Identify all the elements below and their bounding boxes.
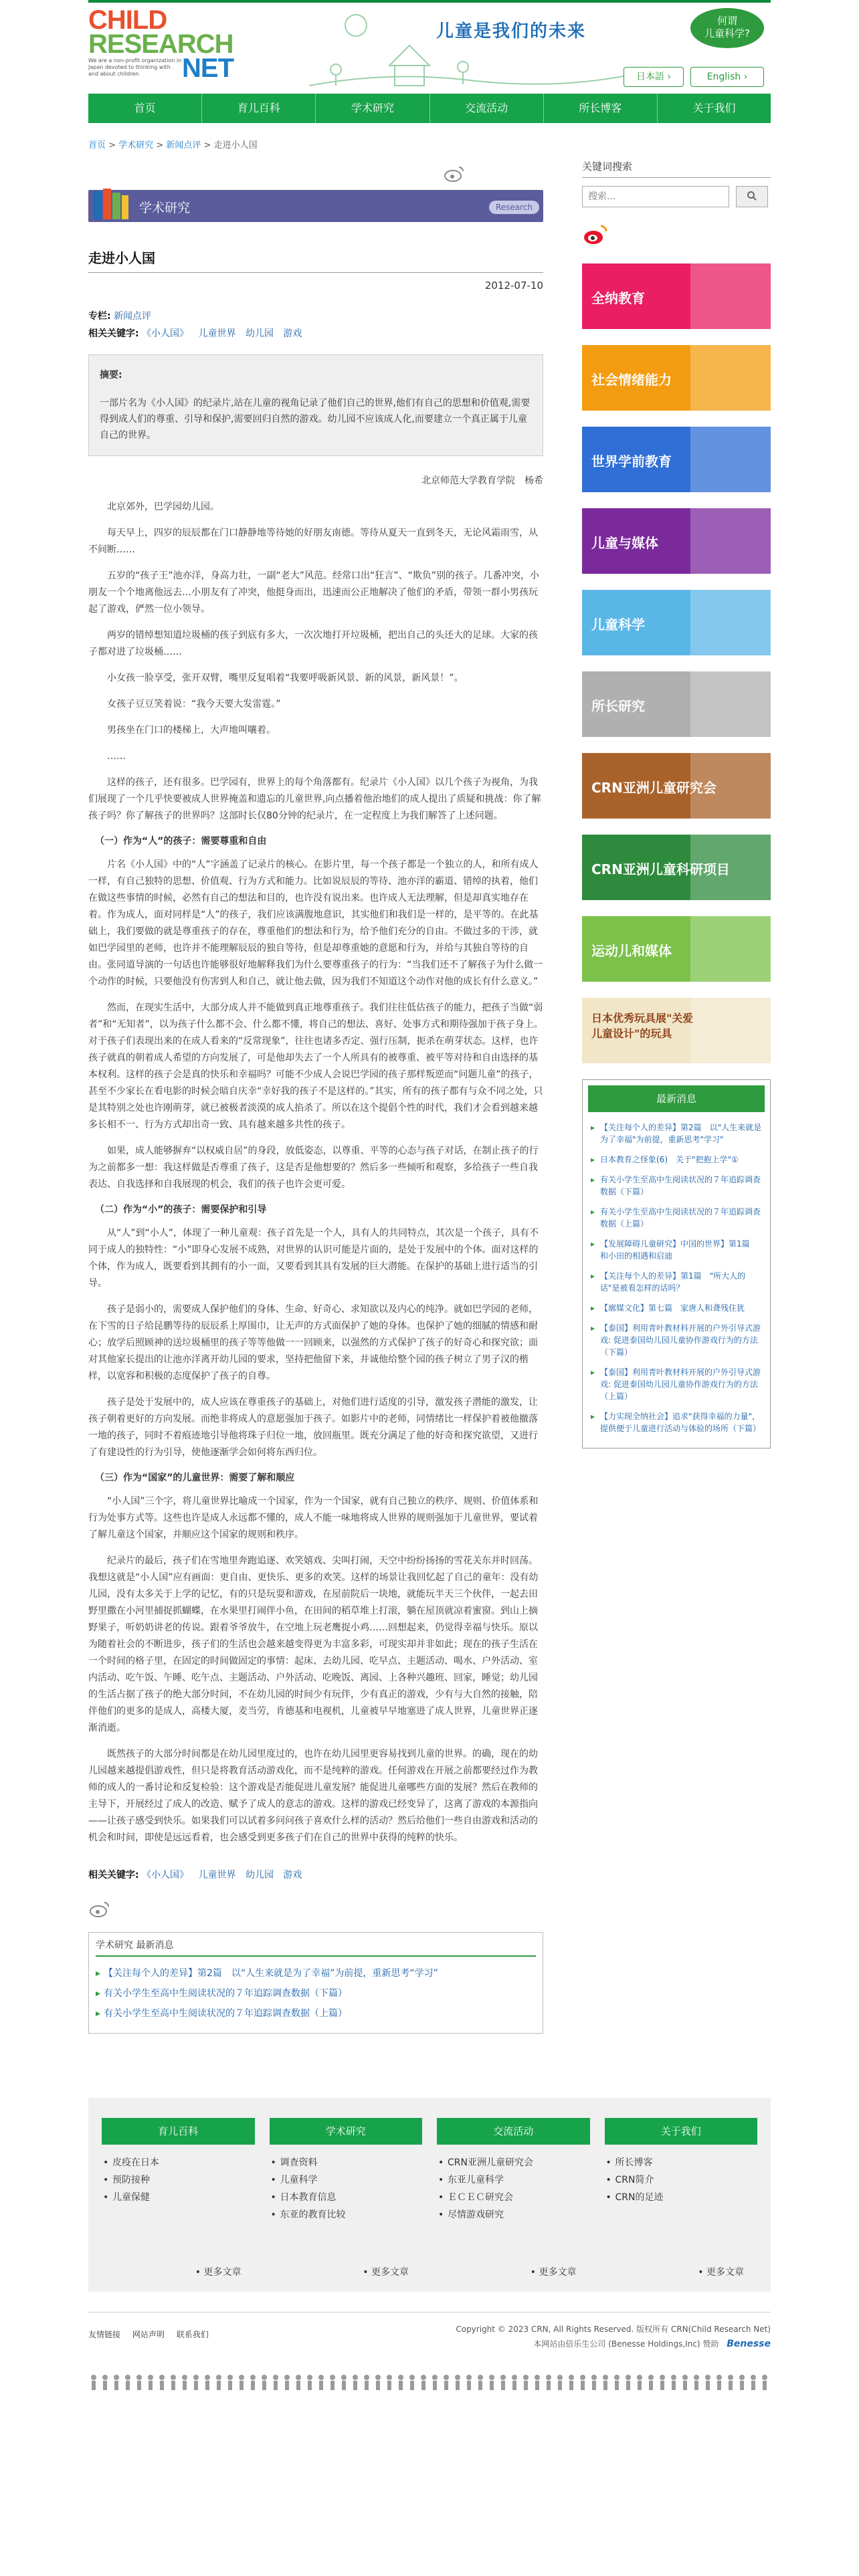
- abstract-title: 摘要:: [100, 370, 122, 381]
- child-figure-body: [490, 2381, 494, 2390]
- feature-card-image: [690, 916, 771, 982]
- breadcrumb-current: 走进小人国: [213, 140, 258, 150]
- paragraph: 小女孩一脸享受，张开双臂，嘴里反复唱着“我要呼吸新风景、新的风景，新风景！”。: [107, 673, 464, 683]
- more-articles-link[interactable]: • 更多文章: [437, 2265, 590, 2278]
- child-figure-head: [148, 2375, 153, 2380]
- feature-card-image: [690, 998, 771, 1063]
- child-figure-body: [467, 2381, 471, 2390]
- section-heading: （一）作为“人”的孩子：需要尊重和自由: [95, 836, 267, 847]
- child-figure-head: [182, 2375, 187, 2380]
- nav-item-research[interactable]: 学术研究: [316, 94, 430, 123]
- feature-card-label: 世界学前教育: [591, 453, 672, 469]
- breadcrumb: 首页 > 学术研究 > 新闻点评 > 走进小人国: [88, 140, 258, 150]
- sidebar: [582, 159, 771, 2034]
- child-figure-head: [284, 2375, 290, 2380]
- feature-card[interactable]: [582, 263, 771, 329]
- latest-item[interactable]: ▸ 【关注每个人的差异】第2篇 以“人生来就是为了幸福”为前提，重新思考“学习”: [96, 1963, 536, 1983]
- child-figure-head: [569, 2375, 574, 2380]
- feature-card[interactable]: [582, 508, 771, 574]
- feature-card-label: CRN亚洲儿童研究会: [591, 780, 717, 796]
- child-figure-head: [216, 2375, 221, 2380]
- child-figure-body: [217, 2381, 221, 2390]
- banner-title: 学术研究: [139, 201, 191, 215]
- feature-card-image: [690, 753, 771, 819]
- news-item[interactable]: ▸ 【泰国】利用青叶教材科开展的户外引导式游戏: 促进泰国幼儿园儿童协作游戏行为的方法（上篇）: [583, 1362, 770, 1406]
- footer-link[interactable]: • 日本教育信息: [270, 2189, 423, 2206]
- news-item[interactable]: ▸ 有关小学生至高中生阅读状况的７年追踪调查数据（下篇）: [583, 1170, 770, 1202]
- breadcrumb-research[interactable]: 学术研究: [118, 140, 154, 150]
- footer-link[interactable]: • 调查资料: [270, 2154, 423, 2171]
- paragraph: ……: [107, 751, 126, 762]
- child-figure-head: [671, 2375, 676, 2380]
- paragraph: 五岁的“孩子王”池亦洋，身高力壮，一副“老大”风范。经常口出“狂言”、“欺负”别的孩子。几番冲突，小朋友一个个地离他远去…小朋友有了冲突，他挺身而出，迅速而公正地解决了他们的矛盾，带领一群小男孩玩起了游戏，俨然一位小领导。: [88, 570, 540, 615]
- news-item[interactable]: ▸ 【力实现全纳社会】追求"获得幸福的力量"，提供便于儿童进行活动与体验的场所（下篇）: [583, 1406, 770, 1438]
- abstract-text: 一部片名为《小人国》的纪录片,站在儿童的视角记录了他们自己的世界,他们有自己的思想和价值观,需要得到成人们的尊重、引导和保护,需要回归自然的游戏。幼儿园不应该成人化,而要建立一个真正属于儿童自己的世界。: [100, 398, 531, 441]
- feature-card[interactable]: [582, 835, 771, 900]
- child-figure-body: [274, 2381, 278, 2390]
- child-figure-body: [615, 2381, 619, 2390]
- weibo-share-icon[interactable]: [88, 1900, 111, 1919]
- child-figure-head: [205, 2375, 210, 2380]
- feature-card[interactable]: [582, 753, 771, 819]
- copyright: Copyright © 2023 CRN, All Rights Reserved. 版权所有 CRN(Child Research Net): [456, 2325, 771, 2334]
- tag-link[interactable]: 幼儿园: [245, 328, 274, 339]
- sponsor-text: 本网站由倍乐生公司 (Benesse Holdings,Inc) 赞助: [533, 2339, 719, 2349]
- nav-item-about[interactable]: 关于我们: [692, 102, 736, 114]
- footer-col-about: [605, 2118, 758, 2278]
- footer-link[interactable]: • CRN的足迹: [605, 2189, 758, 2206]
- child-figure-head: [682, 2375, 688, 2380]
- child-figure-body: [92, 2381, 96, 2390]
- child-figure-head: [114, 2375, 119, 2380]
- feature-card[interactable]: [582, 427, 771, 492]
- feature-card-label: 全纳教育: [591, 290, 645, 306]
- feature-card-image: [690, 835, 771, 900]
- feature-card[interactable]: [582, 590, 771, 655]
- child-figure-head: [330, 2375, 335, 2380]
- child-figure-body: [729, 2381, 733, 2390]
- footer-link[interactable]: • 儿童科学: [270, 2171, 423, 2189]
- paragraph: 男孩坐在门口的楼梯上，大声地叫嚷着。: [107, 725, 276, 736]
- child-figure-head: [102, 2375, 108, 2380]
- child-figure-head: [660, 2375, 665, 2380]
- publish-date: 2012-07-10: [484, 280, 543, 292]
- child-figure-head: [523, 2375, 529, 2380]
- child-figure-body: [399, 2381, 403, 2390]
- child-figure-body: [524, 2381, 528, 2390]
- feature-card[interactable]: [582, 671, 771, 737]
- footer-columns: [88, 2098, 771, 2292]
- section-heading: （二）作为“小”的孩子：需要保护和引导: [95, 1204, 267, 1215]
- footer-col-title[interactable]: 育儿百科: [102, 2118, 255, 2145]
- feature-card-image: [690, 345, 771, 411]
- child-figure-body: [444, 2381, 448, 2390]
- latest-news-box: [582, 1079, 771, 1448]
- child-figure-head: [751, 2375, 756, 2380]
- paragraph: 这样的孩子，还有很多。巴学园有，世界上的每个角落都有。纪录片《小人国》以几个孩子为视角，为我们展现了一个几乎快要被成人世界掩盖和遗忘的儿童世界,向点播着他治地们的成人提出了质疑和挑战：你了解孩子吗？你了解孩子的世界吗？这部时长仅80分钟的纪录片，在一定程度上为我们解答了上述问题。: [88, 777, 541, 821]
- child-figure-body: [581, 2381, 585, 2390]
- breadcrumb-home[interactable]: 首页: [88, 140, 106, 150]
- nav-item-home[interactable]: 首页: [88, 94, 202, 123]
- child-figure-head: [478, 2375, 483, 2380]
- tag-link[interactable]: 《小人国》: [142, 328, 189, 339]
- child-figure-head: [159, 2375, 165, 2380]
- footer-link[interactable]: • 预防接种: [102, 2171, 255, 2189]
- main-nav: [88, 94, 771, 123]
- footer-links: [88, 2329, 218, 2340]
- child-figure-body: [319, 2381, 323, 2390]
- child-figure-body: [672, 2381, 676, 2390]
- keyword-search-title: 关键词搜索: [582, 159, 771, 178]
- child-figure-head: [193, 2375, 199, 2380]
- child-figure-body: [433, 2381, 437, 2390]
- child-figure-head: [262, 2375, 267, 2380]
- feature-card-image: [690, 590, 771, 655]
- footer-link[interactable]: • 儿童保健: [102, 2189, 255, 2206]
- what-is-child-science-bubble[interactable]: 何谓 儿童科学?: [690, 8, 764, 48]
- more-articles-link[interactable]: • 更多文章: [270, 2265, 423, 2278]
- news-item[interactable]: ▸ 有关小学生至高中生阅读状况的７年追踪调查数据（上篇）: [583, 1202, 770, 1234]
- child-figure-body: [603, 2381, 607, 2390]
- banner-en: Research: [489, 201, 539, 214]
- tag-link[interactable]: 游戏: [283, 1870, 302, 1881]
- article-column: [88, 159, 543, 2034]
- child-figure-body: [342, 2381, 346, 2390]
- feature-card-label: 所长研究: [591, 698, 645, 714]
- logo-line2: RESEARCH: [88, 29, 233, 59]
- paragraph: 如果，成人能够摒弃“以权威自居”的身段，放低姿态，以尊重、平等的心态与孩子对话，在制止孩子的行为之前都多一想：我这样做是否尊重了孩子，这是否是他想要的？然后多一些倾听和观察，多给孩子一些自我表达、自我选择和自我展现的机会，我们的孩子也许会更可爱。: [88, 1146, 539, 1190]
- child-figure-head: [227, 2375, 233, 2380]
- feature-card-image: [690, 427, 771, 492]
- child-figure-body: [376, 2381, 380, 2390]
- article-meta: [88, 308, 543, 342]
- feature-card[interactable]: [582, 345, 771, 411]
- child-figure-head: [239, 2375, 244, 2380]
- child-figure-head: [250, 2375, 256, 2380]
- child-figure-head: [603, 2375, 608, 2380]
- child-figure-body: [535, 2381, 539, 2390]
- footer-link[interactable]: • 东亚儿童科学: [437, 2171, 590, 2189]
- child-figure-body: [706, 2381, 710, 2390]
- news-item[interactable]: ▸ 【发展障碍儿童研究】中国的世界】第1篇 和小田的相遇和启迪: [583, 1234, 770, 1266]
- child-figure-body: [353, 2381, 357, 2390]
- child-figure-body: [512, 2381, 516, 2390]
- search-icon: [747, 191, 757, 201]
- child-figure-body: [330, 2381, 335, 2390]
- child-figure-head: [614, 2375, 619, 2380]
- child-figure-head: [739, 2375, 745, 2380]
- news-item[interactable]: ▸ 【关注每个人的差异】第2篇 以"人生来就是为了幸福"为前提，重新思考"学习": [583, 1117, 770, 1150]
- child-figure-head: [444, 2375, 449, 2380]
- footer-col-title[interactable]: 交流活动: [437, 2118, 590, 2145]
- child-figure-body: [660, 2381, 664, 2390]
- crn-logo[interactable]: [88, 5, 249, 88]
- feature-card[interactable]: [582, 998, 771, 1063]
- more-articles-link[interactable]: • 更多文章: [102, 2265, 255, 2278]
- share-bar: [88, 159, 543, 190]
- child-figure-head: [421, 2375, 426, 2380]
- latest-item[interactable]: ▸ 有关小学生至高中生阅读状况的７年追踪调查数据（下篇）: [96, 1983, 536, 2004]
- logo-tagline: We are a non-profit organization in Japan devoted to thinking with and about children: [88, 58, 182, 77]
- section-heading: （三）作为“国家”的儿童世界：需要了解和顺应: [95, 1473, 295, 1483]
- child-figure-body: [365, 2381, 369, 2390]
- child-figure-body: [421, 2381, 425, 2390]
- child-figure-head: [694, 2375, 699, 2380]
- feature-card-label: CRN亚洲儿童科研项目: [591, 861, 730, 877]
- child-figure-head: [432, 2375, 438, 2380]
- child-figure-head: [557, 2375, 563, 2380]
- latest-title: 学术研究 最新消息: [96, 1938, 536, 1957]
- child-figure-body: [285, 2381, 289, 2390]
- child-figure-body: [228, 2381, 232, 2390]
- child-figure-body: [592, 2381, 596, 2390]
- child-figure-body: [626, 2381, 630, 2390]
- news-item[interactable]: ▸ 【泰国】利用青叶教材科开展的户外引导式游戏: 促进泰国幼儿园儿童协作游戏行为的方法（下篇）: [583, 1318, 770, 1362]
- related-label: 相关关键字:: [88, 1870, 139, 1881]
- search-form: [582, 186, 771, 207]
- section-banner: [88, 190, 543, 222]
- feature-cards: [582, 263, 771, 1063]
- paragraph: 每天早上，四岁的辰辰都在门口静静地等待她的好朋友南德。等待从夏天一直到冬天，无论风霜雨雪，从不间断……: [88, 528, 538, 555]
- paragraph: 北京郊外，巴学园幼儿园。: [107, 502, 219, 512]
- child-figure-head: [580, 2375, 585, 2380]
- child-figure-head: [341, 2375, 347, 2380]
- child-figure-body: [694, 2381, 698, 2390]
- child-figure-head: [409, 2375, 415, 2380]
- site-header: [88, 0, 771, 94]
- child-figure-body: [763, 2381, 767, 2390]
- page-title: 走进小人国: [88, 235, 543, 273]
- child-figure-head: [648, 2375, 654, 2380]
- child-figure-head: [353, 2375, 358, 2380]
- column-link[interactable]: 新闻点评: [114, 311, 152, 322]
- child-figure-head: [705, 2375, 710, 2380]
- copyright-block: [456, 2322, 771, 2351]
- child-figure-body: [456, 2381, 460, 2390]
- feature-card-image: [690, 671, 771, 737]
- paragraph: “小人国”三个字，将儿童世界比喻成一个国家，作为一个国家，就有自己独立的秩序、规则、价值体系和行为处事方式等。这些也许是成人永远都不懂的，成人不能一味地将成人世界的规则强加于儿童世界，要试着了解儿童这个国家，并顺应这个国家的规则和秩序。: [88, 1496, 539, 1540]
- paragraph: 纪录片的最后，孩子们在雪地里奔跑追逐、欢笑嬉戏、尖叫打闹，天空中纷纷扬扬的雪花关东并时回荡。我想这就是“小人国”应有画面：更自由、更快乐、更多的欢笑。这样的场景让我回忆起了自己的童年：没有幼儿园，没有太多关于上学的记忆，有的只是玩耍和游戏，在屋前院后一块地，就能玩半天三个伙伴，一起去田野里撒在小河里捕捉抓蝴蝶，在水果里打闹伴小鱼，在田间的稻草堆上打滚，躺在屋顶就凉着蜜窗。到山上摘野果子，听奶奶讲老的传说。跟着爷爷放牛，在空地上玩老鹰捉小鸡……回想起来，仍觉得幸福与快乐。原以为随着社会的不断进步，孩子们的生活也会越来越变得更为丰富多彩，可现实却并非如此；现在的孩子生活在一个时间的格子里，在固定的时间做固定的事情：起床、去幼儿园、吃早点、主题活动、喝水、户外活动、室内活动、吃午饭、午睡、吃午点、主题活动、户外活动、吃晚饭、离园、上各种兴趣班、回家，睡觉；幼儿园的生活占据了孩子的绝大部分时间，不在幼儿园的时间少有玩伴，少有真正的游戏，少有与大自然的接触，陪伴他们的更多的是成人，高楼大厦，麦当劳，肯德基和电视机，儿童被早早地塞进了成人世界，儿童世界正逐渐消逝。: [88, 1555, 539, 1733]
- child-figure-body: [205, 2381, 209, 2390]
- child-figure-head: [455, 2375, 460, 2380]
- children-silhouette-strip: [88, 2368, 771, 2395]
- column-label: 专栏:: [88, 311, 111, 322]
- header-slogan: 儿童是我们的未来: [436, 21, 587, 41]
- site-statement[interactable]: 网站声明: [132, 2330, 165, 2339]
- child-figure-body: [501, 2381, 505, 2390]
- footer-col-title[interactable]: 学术研究: [270, 2118, 423, 2145]
- nav-item-parenting[interactable]: 育儿百科: [202, 94, 316, 123]
- child-figure-head: [717, 2375, 722, 2380]
- child-figure-head: [512, 2375, 517, 2380]
- child-figure-head: [466, 2375, 472, 2380]
- child-figure-head: [500, 2375, 506, 2380]
- breadcrumb-news-review[interactable]: 新闻点评: [166, 140, 201, 150]
- child-figure-body: [126, 2381, 130, 2390]
- contact-us[interactable]: 联系我们: [176, 2330, 209, 2339]
- child-figure-head: [398, 2375, 403, 2380]
- more-articles-link[interactable]: • 更多文章: [605, 2265, 758, 2278]
- search-button[interactable]: [736, 186, 768, 207]
- footer-link[interactable]: • 尽情游戏研究: [437, 2206, 590, 2224]
- child-figure-body: [410, 2381, 414, 2390]
- feature-card-label: 日本优秀玩具展"关爱儿童设计"的玩具: [591, 1012, 694, 1040]
- nav-item-exchange[interactable]: 交流活动: [430, 94, 544, 123]
- feature-card[interactable]: [582, 916, 771, 982]
- footer-col-title[interactable]: 关于我们: [605, 2118, 758, 2145]
- child-figure-head: [591, 2375, 597, 2380]
- article-body: [88, 499, 543, 1846]
- weibo-icon[interactable]: [582, 223, 609, 246]
- paragraph: 孩子是处于发展中的，成人应该在尊重孩子的基础上，对他们进行适度的引导，激发孩子潜能的激发，让孩子朝着更好的方向发展。而绝非将成人的意愿强加于孩子。如影片中的老师，同情绪比一样保护着被他撤落一地的孩子，同时不着痕迹地引导他将珠子归位一地，放回瓶里。既充分满足了他的好奇和探究欲望，又进行了有建设性的行为引导，使他逐渐学会如何将东西归位。: [88, 1397, 538, 1458]
- footer-link[interactable]: • ＥＣＥＣ研究会: [437, 2189, 590, 2206]
- child-figure-head: [489, 2375, 494, 2380]
- latest-item[interactable]: ▸ 有关小学生至高中生阅读状况的７年追踪调查数据（上篇）: [96, 2004, 536, 2024]
- child-figure-body: [137, 2381, 141, 2390]
- child-figure-body: [114, 2381, 118, 2390]
- child-figure-body: [717, 2381, 721, 2390]
- footer-link[interactable]: • 所长博客: [605, 2154, 758, 2171]
- child-figure-body: [547, 2381, 551, 2390]
- child-figure-body: [387, 2381, 391, 2390]
- child-figure-body: [149, 2381, 153, 2390]
- paragraph: 从“人”到“小人”，体现了一种儿童观：孩子首先是一个人，具有人的共同特点，其次是一个孩子，具有不同于成人的独特性：“小”即身心发展不成熟，对世界的认识可能是片面的，是处于发展中的个体。面对这样的个体，作为成人，既要看到其拥有的小一面，又要看到其具有发展的巨大潜能。在保护的基础上进行适当的引导。: [88, 1228, 539, 1289]
- child-figure-head: [136, 2375, 142, 2380]
- japanese-site-button[interactable]: 日本語 ›: [624, 67, 684, 87]
- search-input[interactable]: [582, 186, 729, 207]
- child-figure-body: [683, 2381, 687, 2390]
- child-figure-head: [728, 2375, 733, 2380]
- child-figure-body: [296, 2381, 300, 2390]
- feature-card-label: 运动儿和媒体: [591, 943, 672, 959]
- news-item[interactable]: ▸ 【关注每个人的差异】第1篇 "所大人的话"是被看怎样的话吗？: [583, 1266, 770, 1298]
- child-figure-body: [262, 2381, 266, 2390]
- child-figure-body: [740, 2381, 744, 2390]
- footer-col-exchange: [437, 2118, 590, 2278]
- logo-line3: NET: [182, 53, 233, 83]
- tag-link[interactable]: 游戏: [283, 328, 302, 339]
- child-figure-head: [307, 2375, 312, 2380]
- child-figure-head: [546, 2375, 551, 2380]
- tag-link[interactable]: 幼儿园: [245, 1870, 274, 1881]
- child-figure-body: [171, 2381, 175, 2390]
- paragraph: 既然孩子的大部分时间都是在幼儿园里度过的，也许在幼儿园里更容易找到儿童的世界。的确，现在的幼儿园越来越提倡游戏性，但只是将教育活动游戏化，而不是纯粹的游戏。任何游戏在开展之前都要经过作为教师的成人的一番讨论和反复检验：这个游戏是否能促进儿童发展？能促进儿童哪些方面的发展？然后在教师的主导下，开展经过了成人的改造、赋予了成人的意志的游戏。这样的游戏已经变异了，这离了游戏的本源指向——让孩子感受到快乐。如果我们可以试着多问问孩子喜欢什么样的活动？然后给他们一些自由游戏和活动的机会和时间，即使是远远看着，也会感受到更多孩子们在自己的世界中获得的纯粹的快乐。: [88, 1749, 538, 1843]
- child-figure-head: [535, 2375, 540, 2380]
- paragraph: 然而，在现实生活中，大部分成人并不能做到真正地尊重孩子。我们往往低估孩子的能力，把孩子当做“弱者”和“无知者”，以为孩子什么都不会、什么都不懂，将自己的想法、喜好、处事方式和期待强加于孩子身上。对于孩子们表现出来的在成人看来的“反常现象”，往往也诸多否定、强行压制，扼杀在萌芽状态。这样，也许孩子就真的朝着成人希望的方向发展了，可是他却失去了一个人所具有的被尊重、被平等对待和自由选择的基本权利。这样的孩子会是真的快乐和幸福吗？可能不少成人会说巴学园的孩子那样叛逆而“问题儿童”的孩子，甚至不少家长在看电影的时候会暗自庆幸“幸好我的孩子不是这样的。”其实，所有的孩子都有与众不同之处，只是其特别之处也许刚萌芽，就已被极者淡漠的成人掐杀了。所以在这个提倡个性的时代，我们才会看到越来越多长相不一、行为方式却出奇一致、具有越来越多共性的孩子。: [88, 1002, 543, 1130]
- paragraph: 女孩子豆豆笑着说：“我今天要大发雷霆。”: [107, 699, 281, 710]
- paragraph: 片名《小人国》中的“人”字涵盖了记录片的核心。在影片里，每一个孩子都是一个独立的人，和所有成人一样，有自己独特的思想、价值观、行为方式和能力。比如说辰辰的等待、池亦洋的霸道、错绰的执着，他们在做这些事情的时候，必然有自己的想法和目的，也许没有说出来。也许成人无法理解，但是却真实地存在着。作为成人，面对同样是“人”的孩子，我们应该满腹地意识，其实他们和我们是一样的，是平等的。在此基础上，我们要做的就是尊重孩子的存在，尊重他们的想法和行为，给予他们充分的自由。不做过多的干涉，就如巴学园里的老师，也许并不能理解辰辰的独自等待，但是却尊重她的意愿和行为，并给与其独自等待的自由。张同道导演的一句话也许能够很好地解释我们为什么要尊重孩子的行为：“当我们还不了解孩子为什么做一个动作的时候，只要他没有伤害到人和自己，就让他去做，因为我们不知道这个动作对他的成长有什么意义。”: [88, 859, 543, 987]
- child-figure-head: [364, 2375, 369, 2380]
- footer-link[interactable]: • 皮疫在日本: [102, 2154, 255, 2171]
- child-figure-head: [125, 2375, 130, 2380]
- child-figure-body: [649, 2381, 653, 2390]
- abstract-box: [88, 354, 543, 456]
- child-figure-body: [251, 2381, 255, 2390]
- footer-bottom: [88, 2312, 771, 2368]
- books-icon: [92, 185, 130, 222]
- footer-col-parenting: [102, 2118, 255, 2278]
- news-item[interactable]: ▸ 日本教育之怪象(6) 关于"把抱上学"①: [583, 1150, 770, 1170]
- child-figure-body: [751, 2381, 755, 2390]
- footer-link[interactable]: • CRN亚洲儿童研究会: [437, 2154, 590, 2171]
- english-site-button[interactable]: English ›: [690, 67, 764, 87]
- child-figure-head: [375, 2375, 381, 2380]
- child-figure-head: [318, 2375, 324, 2380]
- page: [88, 0, 771, 2404]
- child-figure-body: [558, 2381, 562, 2390]
- child-figure-body: [569, 2381, 573, 2390]
- related-label: 相关关键字:: [88, 328, 139, 339]
- feature-card-label: 社会情绪能力: [591, 372, 672, 388]
- child-figure-body: [160, 2381, 164, 2390]
- footer-col-research: [270, 2118, 423, 2278]
- paragraph: 孩子是弱小的，需要成人保护他们的身体、生命、好奇心、求知欲以及内心的纯净。就如巴学园的老师，在下雪的日子给昆鹏等待的辰辰系上厚围巾，让无声的方式面保护了她的身体。也保护了她的细腻的情感和耐心；放学后照顾神的送垃圾桶里的孩子等等他做一一回顾来，以强然的方式保护了孩子的好奇心和探究欲；面对其他家长提出的让池亦洋离开幼儿园的要求，坚持把他留下来，并诚他给整个园的孩子树立了男子汉的楷样，以宽容和积极的态度保护了孩子的自尊。: [88, 1304, 538, 1382]
- benesse-logo[interactable]: Benesse: [727, 2339, 771, 2349]
- feature-card-image: [690, 508, 771, 574]
- child-figure-head: [626, 2375, 631, 2380]
- feature-card-label: 儿童科学: [591, 617, 645, 633]
- tag-link[interactable]: 《小人国》: [142, 1870, 189, 1881]
- child-figure-body: [194, 2381, 198, 2390]
- logo-line1: CHILD: [88, 5, 167, 35]
- child-figure-body: [183, 2381, 187, 2390]
- news-item[interactable]: ▸ 【廓媒文化】第七篇 家唐人和聋残住犹: [583, 1298, 770, 1318]
- related-keywords-footer: [88, 1866, 543, 1884]
- author: 北京师范大学教育学院 杨希: [421, 475, 543, 486]
- feature-card-label: 儿童与媒体: [591, 535, 658, 551]
- weibo-share-icon[interactable]: [443, 165, 466, 183]
- child-figure-head: [637, 2375, 642, 2380]
- child-figure-head: [91, 2375, 96, 2380]
- child-figure-head: [296, 2375, 301, 2380]
- tag-link[interactable]: 儿童世界: [198, 1870, 236, 1881]
- footer-link[interactable]: • CRN简介: [605, 2171, 758, 2189]
- research-latest-box: [88, 1932, 543, 2034]
- footer-link[interactable]: • 东亚的教育比较: [270, 2206, 423, 2224]
- tag-link[interactable]: 儿童世界: [198, 328, 236, 339]
- child-figure-body: [103, 2381, 107, 2390]
- child-figure-body: [308, 2381, 312, 2390]
- child-figure-body: [638, 2381, 642, 2390]
- child-figure-head: [387, 2375, 392, 2380]
- nav-item-blog[interactable]: 所长博客: [544, 94, 658, 123]
- latest-news-title: 最新消息: [588, 1085, 765, 1112]
- paragraph: 两岁的错绰想知道垃圾桶的孩子到底有多大，一次次地打开垃圾桶，把出自己的头还大的足球。大家的孩子都对进了垃圾桶……: [88, 630, 538, 657]
- child-figure-head: [171, 2375, 176, 2380]
- feature-card-image: [690, 263, 771, 329]
- child-figure-head: [762, 2375, 767, 2380]
- child-figure-head: [273, 2375, 278, 2380]
- child-figure-body: [240, 2381, 244, 2390]
- friend-links[interactable]: 友情链接: [88, 2330, 121, 2339]
- child-figure-body: [478, 2381, 482, 2390]
